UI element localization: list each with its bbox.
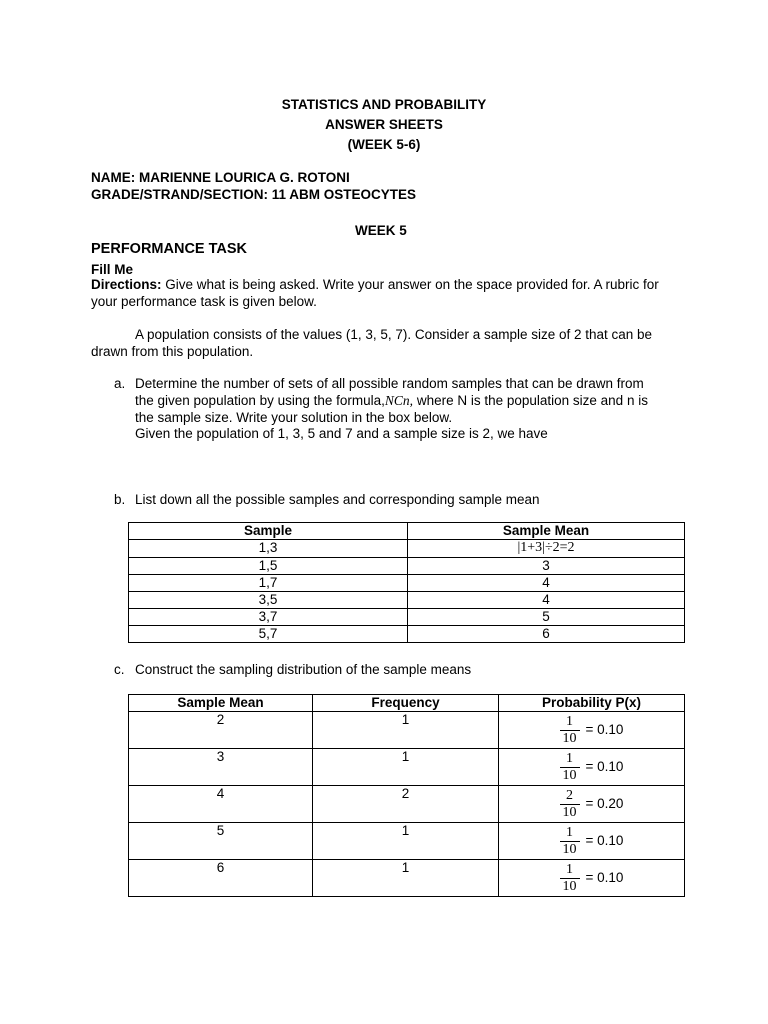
task-heading: PERFORMANCE TASK bbox=[91, 241, 248, 257]
student-section: GRADE/STRAND/SECTION: 11 ABM OSTEOCYTES bbox=[91, 187, 417, 202]
student-name: NAME: MARIENNE LOURICA G. ROTONI bbox=[91, 170, 350, 185]
sample-cell: 1,5 bbox=[129, 558, 408, 575]
sample-mean-cell: |1+3|÷2=2 bbox=[408, 540, 685, 558]
probability-value: = 0.10 bbox=[585, 870, 624, 885]
fraction-denominator: 10 bbox=[562, 730, 577, 746]
sample-mean-cell: 4 bbox=[408, 575, 685, 592]
probability-fraction bbox=[560, 825, 580, 858]
intro-line-1: A population consists of the values (1, 3, 5, 7). Consider a sample size of 2 that can be bbox=[135, 327, 653, 342]
item-b-text: List down all the possible samples and corresponding sample mean bbox=[135, 492, 540, 507]
probability-fraction bbox=[560, 788, 580, 821]
mean-cell: 3 bbox=[129, 749, 313, 786]
intro-line-2: drawn from this population. bbox=[91, 344, 254, 359]
probability-fraction bbox=[560, 862, 580, 895]
table-row bbox=[129, 558, 685, 575]
table-row bbox=[129, 860, 685, 897]
mean-cell: 5 bbox=[129, 823, 313, 860]
sample-mean-cell: 6 bbox=[408, 626, 685, 643]
item-a-line-2 bbox=[135, 392, 648, 409]
sample-mean-cell: 3 bbox=[408, 558, 685, 575]
fraction-numerator: 1 bbox=[560, 825, 580, 842]
samples-table-header bbox=[129, 523, 685, 540]
directions-label: Directions: bbox=[91, 277, 162, 292]
item-a-line-4: Given the population of 1, 3, 5 and 7 and a sample size is 2, we have bbox=[135, 426, 548, 441]
mean-cell: 2 bbox=[129, 712, 313, 749]
table-row bbox=[129, 626, 685, 643]
sample-cell: 1,3 bbox=[129, 540, 408, 558]
distribution-table bbox=[128, 694, 685, 897]
probability-cell bbox=[499, 712, 685, 749]
column-header-probability: Probability P(x) bbox=[499, 695, 685, 712]
table-row bbox=[129, 712, 685, 749]
fraction-denominator: 10 bbox=[562, 767, 577, 783]
title-line-2: ANSWER SHEETS bbox=[325, 117, 443, 132]
sample-cell: 5,7 bbox=[129, 626, 408, 643]
formula-ncn: NCn, bbox=[384, 393, 414, 408]
sample-mean-cell: 4 bbox=[408, 592, 685, 609]
frequency-cell: 1 bbox=[313, 823, 499, 860]
fraction-denominator: 10 bbox=[562, 841, 577, 857]
probability-cell bbox=[499, 786, 685, 823]
fill-me-heading: Fill Me bbox=[91, 262, 134, 277]
fraction-numerator: 1 bbox=[560, 862, 580, 879]
table-row bbox=[129, 749, 685, 786]
probability-value: = 0.20 bbox=[585, 796, 624, 811]
probability-cell bbox=[499, 860, 685, 897]
frequency-cell: 1 bbox=[313, 860, 499, 897]
item-c-marker: c. bbox=[114, 662, 125, 677]
item-a-line-2-post: where N is the population size and n is bbox=[413, 393, 648, 408]
directions-line-2: your performance task is given below. bbox=[91, 294, 317, 309]
table-row bbox=[129, 786, 685, 823]
item-a-line-3: the sample size. Write your solution in the box below. bbox=[135, 410, 453, 425]
table-row bbox=[129, 575, 685, 592]
table-row bbox=[129, 609, 685, 626]
title-line-3: (WEEK 5-6) bbox=[347, 137, 421, 152]
title-line-1: STATISTICS AND PROBABILITY bbox=[281, 97, 487, 112]
directions-line-1 bbox=[91, 276, 659, 293]
fraction-numerator: 1 bbox=[560, 751, 580, 768]
item-a-line-1: Determine the number of sets of all possible random samples that can be drawn from bbox=[135, 376, 644, 391]
samples-table bbox=[128, 522, 685, 643]
table-row bbox=[129, 540, 685, 558]
sample-cell: 1,7 bbox=[129, 575, 408, 592]
probability-value: = 0.10 bbox=[585, 759, 624, 774]
probability-value: = 0.10 bbox=[585, 833, 624, 848]
distribution-table-header bbox=[129, 695, 685, 712]
probability-value: = 0.10 bbox=[585, 722, 624, 737]
week-heading: WEEK 5 bbox=[355, 223, 407, 238]
mean-cell: 6 bbox=[129, 860, 313, 897]
item-b-marker: b. bbox=[114, 492, 126, 507]
probability-fraction bbox=[560, 714, 580, 747]
table-row bbox=[129, 823, 685, 860]
sample-cell: 3,5 bbox=[129, 592, 408, 609]
table-row bbox=[129, 592, 685, 609]
fraction-numerator: 2 bbox=[560, 788, 580, 805]
column-header-sample: Sample bbox=[129, 523, 408, 540]
frequency-cell: 2 bbox=[313, 786, 499, 823]
probability-cell bbox=[499, 749, 685, 786]
column-header-sample-mean: Sample Mean bbox=[408, 523, 685, 540]
fraction-denominator: 10 bbox=[562, 878, 577, 894]
frequency-cell: 1 bbox=[313, 712, 499, 749]
probability-cell bbox=[499, 823, 685, 860]
directions-text-1: Give what is being asked. Write your answer on the space provided for. A rubric for bbox=[161, 277, 659, 292]
probability-fraction bbox=[560, 751, 580, 784]
column-header-frequency: Frequency bbox=[313, 695, 499, 712]
column-header-sample-mean: Sample Mean bbox=[129, 695, 313, 712]
item-a-line-2-pre: the given population by using the formula, bbox=[135, 393, 385, 408]
fraction-denominator: 10 bbox=[562, 804, 577, 820]
sample-mean-cell: 5 bbox=[408, 609, 685, 626]
sample-cell: 3,7 bbox=[129, 609, 408, 626]
mean-cell: 4 bbox=[129, 786, 313, 823]
item-a-marker: a. bbox=[114, 376, 126, 391]
item-c-text: Construct the sampling distribution of the sample means bbox=[135, 662, 472, 677]
frequency-cell: 1 bbox=[313, 749, 499, 786]
fraction-numerator: 1 bbox=[560, 714, 580, 731]
